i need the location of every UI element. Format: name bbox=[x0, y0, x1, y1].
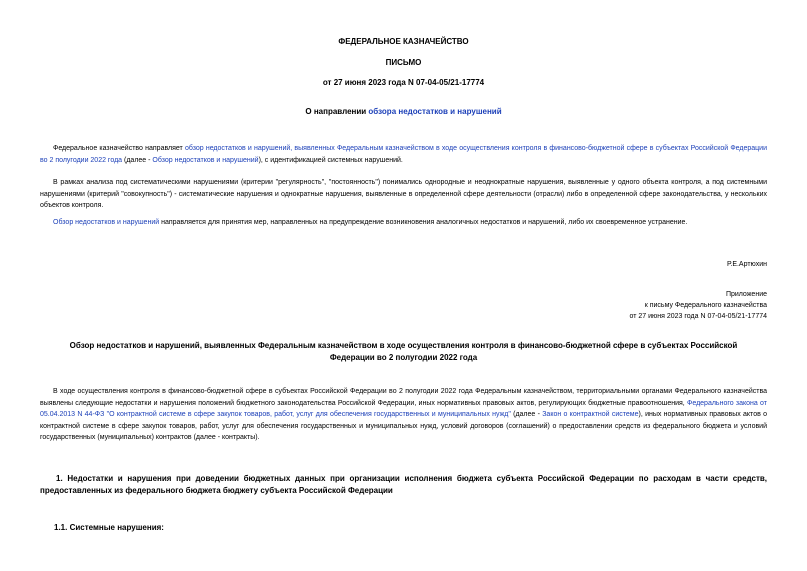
paragraph-2: В рамках анализа под систематическими нарушениями (критерии "регулярность", "постоянность") понимались однородные и неоднократные нарушения, выявленные у одного объекта контроля, а под системными нарушениями (критерий "совокупность") - систематические нарушения и однократные нарушения, выявленные в определенной сфере деятельности (отрасли) либо в определенной сфере законодательства, у нескольких объектов контроля. bbox=[40, 179, 767, 209]
intro-text-a: В ходе осуществления контроля в финансово-бюджетной сфере в субъектах Российской Федерации во 2 полугодии 2022 года Федеральным казначейством, территориальными органами Федерального казначейства выявлены следующие недостатки и нарушения положений бюджетного законодательства Российской Федерации, иных нормативных правовых актов, регулирующих бюджетные правоотношения, bbox=[40, 388, 767, 407]
subject-prefix: О направлении bbox=[305, 107, 369, 116]
p1-text-c: ), с идентификацией системных нарушений. bbox=[258, 156, 403, 164]
intro-text-b: (далее - bbox=[510, 411, 543, 418]
org-name: ФЕДЕРАЛЬНОЕ КАЗНАЧЕЙСТВО bbox=[338, 37, 469, 46]
appendix-line-1: Приложение bbox=[725, 291, 767, 298]
review-short-link[interactable]: Обзор недостатков и нарушений bbox=[152, 156, 259, 164]
p3-text-b: направляется для принятия мер, направленных на предупреждение возникновения аналогичных недостатков и нарушений, либо их своевременное устранение. bbox=[159, 219, 688, 226]
signature: Р.Е.Артюхин bbox=[727, 261, 767, 268]
subject-link[interactable]: обзора недостатков и нарушений bbox=[368, 107, 502, 116]
intro-text-c: ), иных нормативных правовых актов о контрактной системе в сфере закупок товаров, работ, услуг для обеспечения государственных и муниципальных нужд, условий договоров (соглашений) о предоставлении средств из федерального бюджета и условий государственных (муниципальных) контрактов (далее - контракты). bbox=[40, 411, 767, 441]
doc-subject bbox=[0, 106, 807, 118]
p1-text-b: (далее - bbox=[122, 156, 153, 164]
p1-text-a: Федеральное казначейство направляет bbox=[53, 145, 185, 152]
contract-law-link[interactable]: Закон о контрактной системе bbox=[542, 411, 639, 418]
doc-type: ПИСЬМО bbox=[385, 58, 422, 67]
section-1-heading: 1. Недостатки и нарушения при доведении бюджетных данных при организации исполнения бюджета субъекта Российской Федерации по расходам в части средств, предоставленных из федерального бюджета бюджету субъекта Российской Федерации bbox=[40, 474, 767, 495]
appendix-line-3: от 27 июня 2023 года N 07-04-05/21-17774 bbox=[629, 313, 767, 320]
paragraph-3 bbox=[40, 217, 767, 229]
federal-law-link[interactable]: Федерального закона от 05.04.2013 N 44-ФЗ "О контрактной системе в сфере закупок товаров, работ, услуг для обеспечения государственных и муниципальных нужд" bbox=[40, 399, 767, 418]
section-1-1-heading: 1.1. Системные нарушения: bbox=[54, 523, 164, 532]
review-link[interactable]: обзор недостатков и нарушений, выявленных Федеральным казначейством в ходе осуществления контроля в финансово-бюджетной сфере в субъектах Российской Федерации во 2 полугодии 2022 года bbox=[40, 145, 768, 164]
doc-date-number: от 27 июня 2023 года N 07-04-05/21-17774 bbox=[322, 78, 485, 87]
review-link-2[interactable]: Обзор недостатков и нарушений bbox=[53, 219, 160, 226]
review-intro bbox=[40, 386, 767, 444]
paragraph-1 bbox=[40, 143, 767, 166]
review-title: Обзор недостатков и нарушений, выявленных Федеральным казначейством в ходе осуществления контроля в финансово-бюджетной сфере в субъектах Российской Федерации во 2 полугодии 2022 года bbox=[69, 341, 738, 362]
appendix-line-2: к письму Федерального казначейства bbox=[644, 302, 767, 309]
